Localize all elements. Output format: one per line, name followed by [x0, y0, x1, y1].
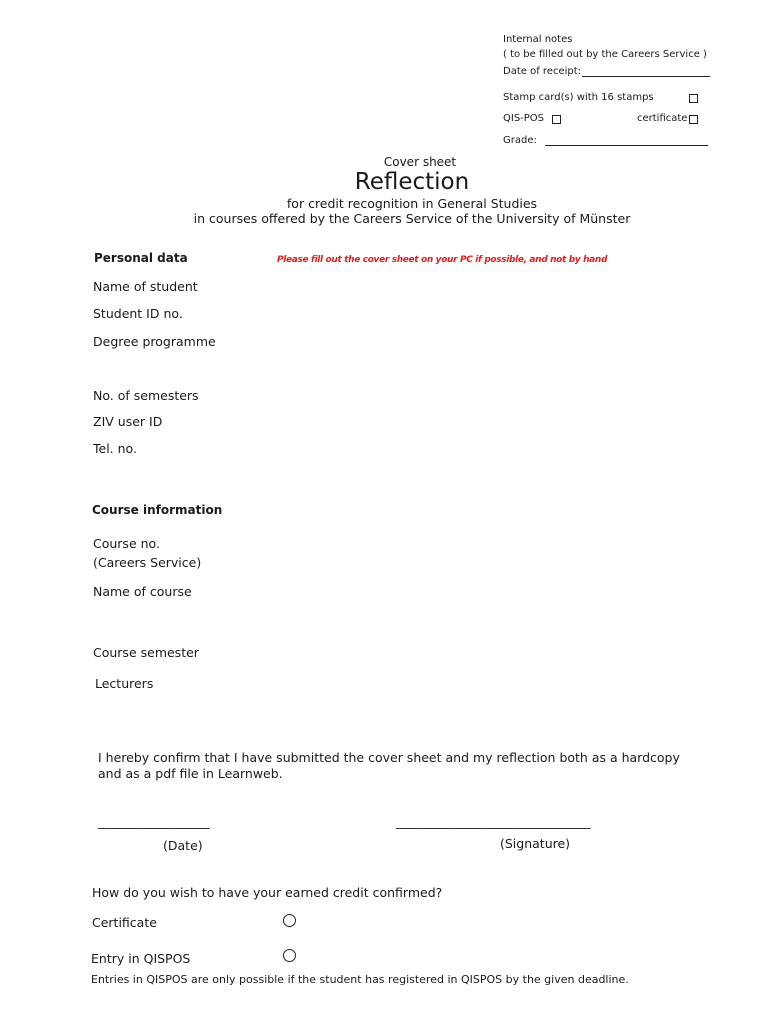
course-information-heading: Course information [92, 503, 223, 517]
course-no-label: Course no. [93, 536, 160, 551]
date-line[interactable]: ________________________ [98, 815, 209, 829]
certificate-checkbox[interactable] [689, 115, 698, 124]
course-no-sublabel: (Careers Service) [93, 555, 202, 570]
grade-label: Grade: [503, 135, 537, 146]
degree-programme-label: Degree programme [93, 334, 216, 349]
signature-line[interactable]: __________________________________________ [396, 815, 590, 829]
course-name-label: Name of course [93, 584, 192, 599]
personal-data-heading: Personal data [94, 251, 188, 265]
signature-caption: (Signature) [500, 836, 571, 851]
confirmation-text-line-2: and as a pdf file in Learnweb. [98, 766, 283, 781]
tel-label: Tel. no. [93, 441, 137, 456]
qispos-footnote: Entries in QISPOS are only possible if the student has registered in QISPOS by the given deadline. [91, 973, 629, 986]
page-title: Reflection [354, 169, 470, 195]
fill-on-pc-notice: Please fill out the cover sheet on your PC if possible, and not by hand [277, 255, 608, 265]
date-of-receipt-line[interactable] [582, 76, 710, 77]
qispos-label: QIS-POS [503, 113, 545, 124]
internal-notes-title: Internal notes [503, 34, 573, 45]
student-name-label: Name of student [93, 279, 198, 294]
subtitle-line-2: in courses offered by the Careers Service of the University of Münster [193, 211, 631, 226]
certificate-radio[interactable] [283, 914, 296, 927]
student-id-label: Student ID no. [93, 306, 183, 321]
semesters-label: No. of semesters [93, 388, 199, 403]
internal-notes-note: ( to be filled out by the Careers Service ) [503, 49, 707, 60]
cover-sheet-label: Cover sheet [383, 155, 457, 169]
stamp-card-label: Stamp card(s) with 16 stamps [503, 92, 654, 103]
confirmation-text-line-1: I hereby confirm that I have submitted the cover sheet and my reflection both as a hardcopy [98, 750, 680, 765]
grade-line[interactable] [545, 145, 708, 146]
date-caption: (Date) [163, 838, 203, 853]
certificate-option-label: Certificate [92, 915, 157, 930]
lecturers-label: Lecturers [95, 676, 154, 691]
course-semester-label: Course semester [93, 645, 199, 660]
ziv-user-id-label: ZIV user ID [93, 414, 163, 429]
credit-question: How do you wish to have your earned credit confirmed? [92, 885, 443, 900]
certificate-label: certificate [637, 113, 688, 124]
date-of-receipt-label: Date of receipt: [503, 66, 582, 77]
stamp-card-checkbox[interactable] [689, 94, 698, 103]
qispos-radio[interactable] [283, 949, 296, 962]
qispos-checkbox[interactable] [552, 115, 561, 124]
subtitle-line-1: for credit recognition in General Studies [286, 196, 538, 211]
qispos-option-label: Entry in QISPOS [91, 951, 191, 966]
